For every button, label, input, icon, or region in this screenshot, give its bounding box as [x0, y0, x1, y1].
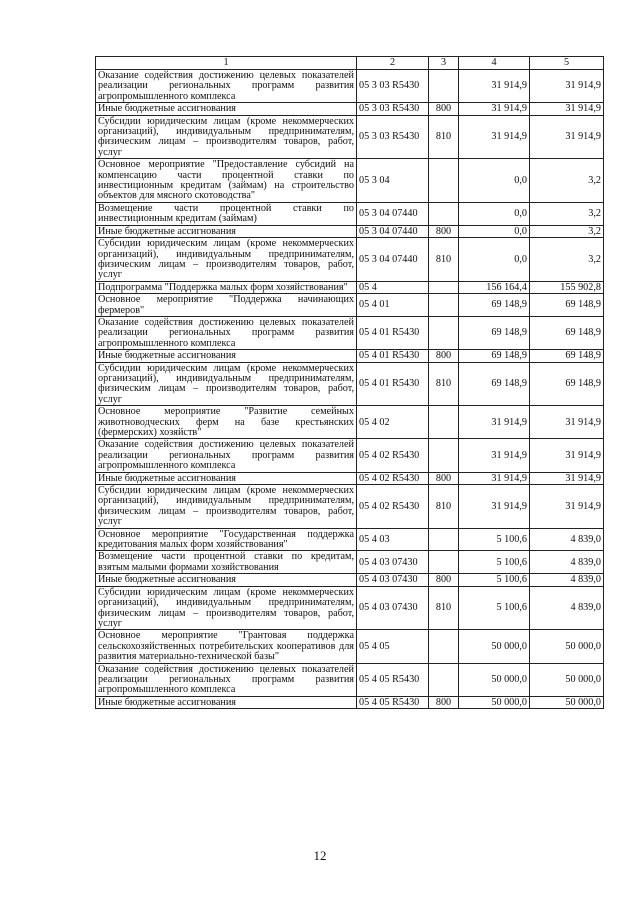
- row-value-col4-cell: 50 000,0: [459, 630, 530, 663]
- row-name-cell: Основное мероприятие "Грантовая поддержка сельскохозяйственных потребительских кооперативов для развития материально-технической базы": [96, 630, 357, 663]
- row-value-col5-cell: 69 148,9: [530, 294, 604, 317]
- row-value-col4-cell: 69 148,9: [459, 316, 530, 349]
- table-row: [96, 238, 604, 282]
- row-code-cell: 05 4 05 R5430: [357, 696, 429, 708]
- table-row: [96, 696, 604, 708]
- row-value-col4-cell: 31 914,9: [459, 115, 530, 159]
- row-code-cell: 05 4 05 R5430: [357, 663, 429, 696]
- table-row: [96, 630, 604, 663]
- row-name-cell: Субсидии юридическим лицам (кроме некоммерческих организаций), индивидуальным предпринимателям, физическим лицам – производителям товаров, работ, услуг: [96, 485, 357, 529]
- column-header-4: 4: [459, 57, 530, 70]
- row-type-cell: 810: [429, 586, 459, 630]
- row-code-cell: 05 4 03: [357, 528, 429, 551]
- header-row: [96, 57, 604, 70]
- row-value-col4-cell: 69 148,9: [459, 362, 530, 406]
- row-type-cell: [429, 406, 459, 439]
- row-name-cell: Основное мероприятие "Развитие семейных животноводческих ферм на базе крестьянских (фермерских) хозяйств": [96, 406, 357, 439]
- row-value-col4-cell: 31 914,9: [459, 406, 530, 439]
- row-value-col5-cell: 4 839,0: [530, 528, 604, 551]
- row-value-col5-cell: 3,2: [530, 225, 604, 237]
- row-value-col4-cell: 0,0: [459, 202, 530, 225]
- table-row: [96, 586, 604, 630]
- row-code-cell: 05 4 05: [357, 630, 429, 663]
- row-code-cell: 05 3 03 R5430: [357, 115, 429, 159]
- row-value-col4-cell: 31 914,9: [459, 485, 530, 529]
- row-name-cell: Основное мероприятие "Предоставление субсидий на компенсацию части процентной ставки по инвестиционным кредитам (займам) на строительство объектов для мясного скотоводства": [96, 159, 357, 203]
- row-name-cell: Оказание содействия достижению целевых показателей реализации региональных программ развития агропромышленного комплекса: [96, 316, 357, 349]
- row-value-col5-cell: 3,2: [530, 202, 604, 225]
- table-row: [96, 294, 604, 317]
- row-value-col4-cell: 5 100,6: [459, 551, 530, 574]
- row-name-cell: Возмещение части процентной ставки по инвестиционным кредитам (займам): [96, 202, 357, 225]
- row-value-col5-cell: 31 914,9: [530, 439, 604, 472]
- row-value-col4-cell: 31 914,9: [459, 472, 530, 484]
- row-type-cell: [429, 551, 459, 574]
- row-value-col4-cell: 69 148,9: [459, 294, 530, 317]
- table-header: [96, 57, 604, 70]
- table-row: [96, 225, 604, 237]
- row-value-col4-cell: 50 000,0: [459, 696, 530, 708]
- row-code-cell: 05 4 01 R5430: [357, 350, 429, 362]
- row-value-col5-cell: 69 148,9: [530, 362, 604, 406]
- row-name-cell: Оказание содействия достижению целевых показателей реализации региональных программ развития агропромышленного комплекса: [96, 663, 357, 696]
- row-name-cell: Иные бюджетные ассигнования: [96, 225, 357, 237]
- row-value-col4-cell: 31 914,9: [459, 103, 530, 115]
- row-value-col5-cell: 31 914,9: [530, 103, 604, 115]
- row-code-cell: 05 3 04 07440: [357, 225, 429, 237]
- row-code-cell: 05 4 01 R5430: [357, 316, 429, 349]
- row-value-col4-cell: 0,0: [459, 159, 530, 203]
- column-header-3: 3: [429, 57, 459, 70]
- row-code-cell: 05 4 02 R5430: [357, 472, 429, 484]
- row-value-col4-cell: 5 100,6: [459, 528, 530, 551]
- table-row: [96, 362, 604, 406]
- row-code-cell: 05 4 02 R5430: [357, 439, 429, 472]
- row-name-cell: Иные бюджетные ассигнования: [96, 350, 357, 362]
- row-name-cell: Субсидии юридическим лицам (кроме некоммерческих организаций), индивидуальным предпринимателям, физическим лицам – производителям товаров, работ, услуг: [96, 586, 357, 630]
- row-type-cell: 810: [429, 238, 459, 282]
- row-value-col5-cell: 69 148,9: [530, 350, 604, 362]
- row-name-cell: Основное мероприятие "Поддержка начинающих фермеров": [96, 294, 357, 317]
- table-row: [96, 439, 604, 472]
- row-value-col5-cell: 4 839,0: [530, 586, 604, 630]
- row-type-cell: [429, 663, 459, 696]
- row-code-cell: 05 4 01 R5430: [357, 362, 429, 406]
- row-type-cell: [429, 159, 459, 203]
- table-row: [96, 115, 604, 159]
- row-value-col4-cell: 156 164,4: [459, 281, 530, 293]
- row-value-col4-cell: 31 914,9: [459, 439, 530, 472]
- table-row: [96, 663, 604, 696]
- row-value-col4-cell: 31 914,9: [459, 70, 530, 103]
- row-name-cell: Оказание содействия достижению целевых показателей реализации региональных программ развития агропромышленного комплекса: [96, 439, 357, 472]
- row-value-col4-cell: 69 148,9: [459, 350, 530, 362]
- row-type-cell: 800: [429, 350, 459, 362]
- table-row: [96, 70, 604, 103]
- row-code-cell: 05 4 03 07430: [357, 574, 429, 586]
- row-type-cell: [429, 439, 459, 472]
- page-number: 12: [313, 848, 327, 863]
- row-code-cell: 05 3 04: [357, 159, 429, 203]
- row-type-cell: 800: [429, 103, 459, 115]
- row-name-cell: Иные бюджетные ассигнования: [96, 103, 357, 115]
- row-value-col5-cell: 31 914,9: [530, 472, 604, 484]
- row-value-col5-cell: 31 914,9: [530, 70, 604, 103]
- row-name-cell: Основное мероприятие "Государственная поддержка кредитования малых форм хозяйствования": [96, 528, 357, 551]
- row-value-col5-cell: 31 914,9: [530, 115, 604, 159]
- row-name-cell: Возмещение части процентной ставки по кредитам, взятым малыми формами хозяйствования: [96, 551, 357, 574]
- row-type-cell: 800: [429, 696, 459, 708]
- row-code-cell: 05 4 03 07430: [357, 551, 429, 574]
- column-header-5: 5: [530, 57, 604, 70]
- row-type-cell: 800: [429, 574, 459, 586]
- row-value-col4-cell: 5 100,6: [459, 586, 530, 630]
- row-value-col5-cell: 4 839,0: [530, 574, 604, 586]
- row-name-cell: Субсидии юридическим лицам (кроме некоммерческих организаций), индивидуальным предпринимателям, физическим лицам – производителям товаров, работ, услуг: [96, 362, 357, 406]
- row-code-cell: 05 4 02: [357, 406, 429, 439]
- row-code-cell: 05 3 04 07440: [357, 238, 429, 282]
- row-value-col5-cell: 50 000,0: [530, 663, 604, 696]
- row-code-cell: 05 4 03 07430: [357, 586, 429, 630]
- row-type-cell: 810: [429, 485, 459, 529]
- table-row: [96, 316, 604, 349]
- row-value-col5-cell: 31 914,9: [530, 485, 604, 529]
- row-value-col5-cell: 155 902,8: [530, 281, 604, 293]
- row-value-col5-cell: 50 000,0: [530, 630, 604, 663]
- table-row: [96, 574, 604, 586]
- table-row: [96, 350, 604, 362]
- row-value-col4-cell: 0,0: [459, 225, 530, 237]
- row-name-cell: Субсидии юридическим лицам (кроме некоммерческих организаций), индивидуальным предпринимателям, физическим лицам – производителям товаров, работ, услуг: [96, 115, 357, 159]
- row-value-col5-cell: 50 000,0: [530, 696, 604, 708]
- table-row: [96, 103, 604, 115]
- row-code-cell: 05 4 02 R5430: [357, 485, 429, 529]
- column-header-1: 1: [96, 57, 357, 70]
- row-type-cell: [429, 528, 459, 551]
- table-row: [96, 202, 604, 225]
- row-value-col4-cell: 50 000,0: [459, 663, 530, 696]
- row-type-cell: [429, 281, 459, 293]
- row-value-col5-cell: 69 148,9: [530, 316, 604, 349]
- row-type-cell: 810: [429, 362, 459, 406]
- row-type-cell: [429, 70, 459, 103]
- row-name-cell: Подпрограмма "Поддержка малых форм хозяйствования": [96, 281, 357, 293]
- row-type-cell: [429, 316, 459, 349]
- row-type-cell: 800: [429, 472, 459, 484]
- row-code-cell: 05 3 03 R5430: [357, 103, 429, 115]
- row-value-col5-cell: 3,2: [530, 238, 604, 282]
- row-type-cell: 800: [429, 225, 459, 237]
- table-row: [96, 159, 604, 203]
- column-header-2: 2: [357, 57, 429, 70]
- row-value-col5-cell: 31 914,9: [530, 406, 604, 439]
- row-code-cell: 05 3 03 R5430: [357, 70, 429, 103]
- row-type-cell: 810: [429, 115, 459, 159]
- row-name-cell: Иные бюджетные ассигнования: [96, 472, 357, 484]
- row-value-col4-cell: 5 100,6: [459, 574, 530, 586]
- table-body: [96, 70, 604, 709]
- row-code-cell: 05 4 01: [357, 294, 429, 317]
- table-row: [96, 472, 604, 484]
- table-row: [96, 281, 604, 293]
- row-name-cell: Субсидии юридическим лицам (кроме некоммерческих организаций), индивидуальным предпринимателям, физическим лицам – производителям товаров, работ, услуг: [96, 238, 357, 282]
- row-name-cell: Иные бюджетные ассигнования: [96, 574, 357, 586]
- budget-table: [95, 56, 604, 709]
- row-value-col4-cell: 0,0: [459, 238, 530, 282]
- row-type-cell: [429, 202, 459, 225]
- row-name-cell: Иные бюджетные ассигнования: [96, 696, 357, 708]
- row-code-cell: 05 4: [357, 281, 429, 293]
- table-row: [96, 406, 604, 439]
- row-name-cell: Оказание содействия достижению целевых показателей реализации региональных программ развития агропромышленного комплекса: [96, 70, 357, 103]
- row-value-col5-cell: 3,2: [530, 159, 604, 203]
- table-row: [96, 528, 604, 551]
- row-type-cell: [429, 630, 459, 663]
- table-row: [96, 485, 604, 529]
- table-row: [96, 551, 604, 574]
- row-code-cell: 05 3 04 07440: [357, 202, 429, 225]
- row-value-col5-cell: 4 839,0: [530, 551, 604, 574]
- row-type-cell: [429, 294, 459, 317]
